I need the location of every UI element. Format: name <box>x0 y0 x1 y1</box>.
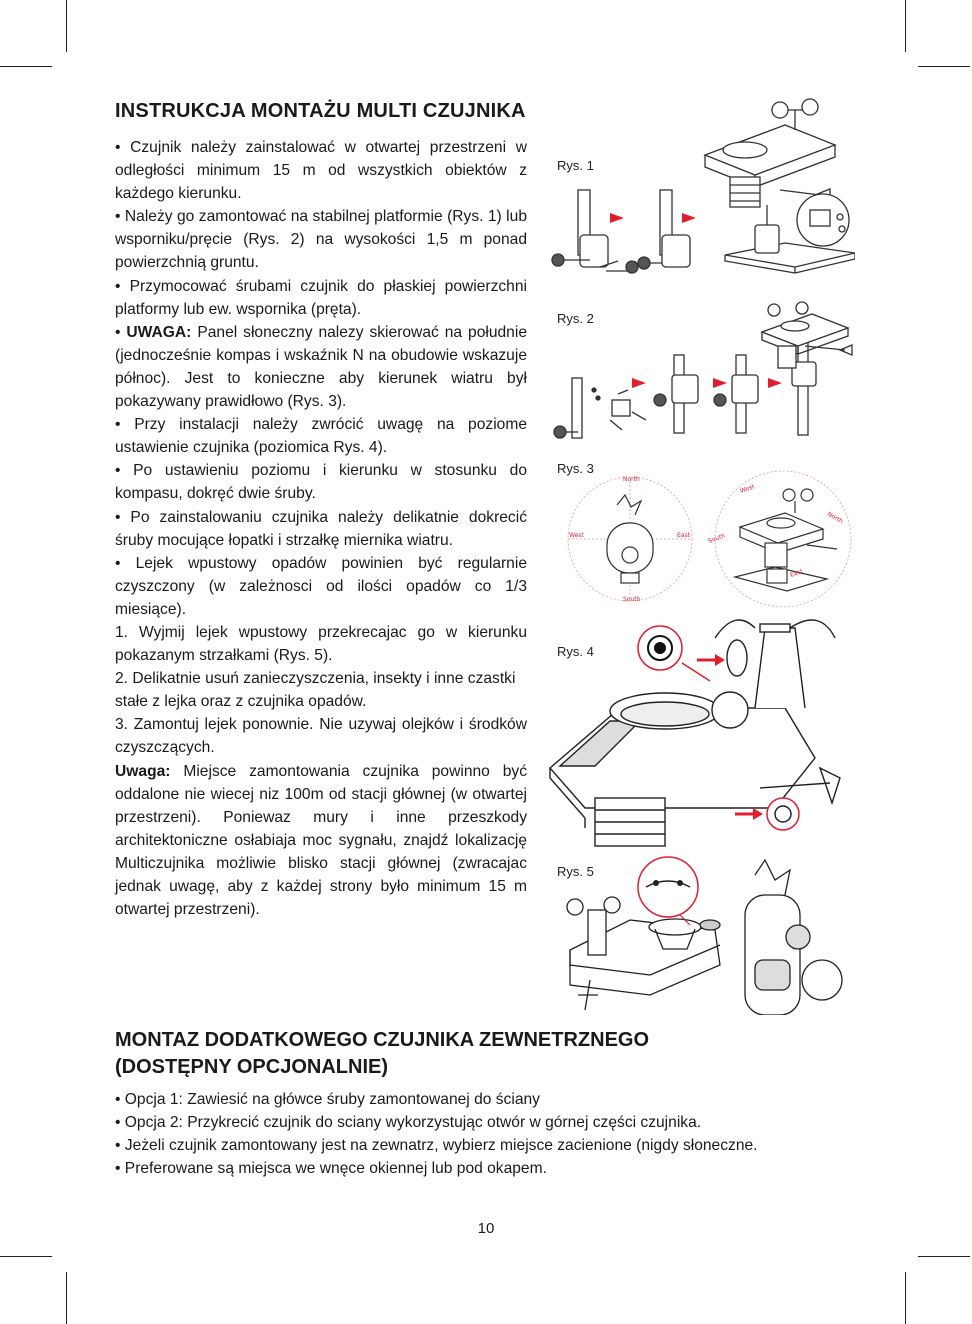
figure-rys2-pole-mount <box>540 300 855 460</box>
additional-sensor-list <box>115 1088 855 1180</box>
figure-label-rys4: Rys. 4 <box>557 644 594 659</box>
list-item: • Preferowane są miejsca we wnęce okiennej lub pod okapem. <box>115 1160 547 1178</box>
paragraph: • Po zainstalowaniu czujnika należy delikatnie dokrecić śruby mocujące łopatki i strzałkę miernika wiatru. <box>115 508 527 549</box>
compass-west-label: West <box>569 532 584 539</box>
compass-north-label: North <box>623 476 640 483</box>
compass2-south-label: South <box>707 532 727 545</box>
section-title: INSTRUKCJA MONTAŻU MULTI CZUJNIKA <box>115 100 526 122</box>
figure-rys1-platform-mount <box>540 95 855 295</box>
figure-label-rys1: Rys. 1 <box>557 158 594 173</box>
step-2: 2. Delikatnie usuń zanieczyszczenia, insekty i inne czastki stałe z lejka oraz z czujnika opadów. <box>115 670 516 711</box>
warning-paragraph: • UWAGA: Panel słoneczny nalezy skierować na południe (jednocześnie kompas i wskaźnik N na obudowie wskazuje północ). Jest to konieczne aby kierunek wiatru był pokazywany prawidłowo (Rys. 3). <box>115 323 527 411</box>
crop-mark <box>918 66 970 67</box>
figure-label-rys3: Rys. 3 <box>557 461 594 476</box>
crop-mark <box>905 0 906 52</box>
figure-label-rys5: Rys. 5 <box>557 864 594 879</box>
figure-label-rys2: Rys. 2 <box>557 311 594 326</box>
warning-text: Panel słoneczny nalezy skierować na południe (jednocześnie kompas i wskaźnik N na obudowie wskazuje północ). Jest to konieczne aby kierunek wiatru był pokazywany prawidłowo (Rys. 3). <box>115 323 527 411</box>
paragraph: • Przy instalacji należy zwrócić uwagę na poziome ustawienie czujnika (poziomica Rys. 4). <box>115 416 527 457</box>
figure-rys3-compass-orientation <box>545 465 855 615</box>
note-label: Uwaga: <box>115 762 171 780</box>
compass2-north-label: North <box>826 510 845 526</box>
list-item: • Opcja 1: Zawiesić na główce śruby zamontowanej do ściany <box>115 1091 540 1108</box>
crop-mark <box>0 66 52 67</box>
instructions-column <box>115 136 527 921</box>
list-item: • Opcja 2: Przykrecić czujnik do sciany wykorzystując otwór w górnej części czujnika. <box>115 1114 702 1132</box>
compass2-west-label: West <box>739 483 756 495</box>
compass-south-label: South <box>623 596 641 603</box>
crop-mark <box>905 1272 906 1324</box>
step-1: 1. Wyjmij lejek wpustowy przekrecajac go w kierunku pokazanym strzałkami (Rys. 5). <box>115 623 527 665</box>
note-paragraph <box>115 760 527 922</box>
crop-mark <box>918 1256 970 1257</box>
compass-east-label: East <box>677 532 690 539</box>
step-3: 3. Zamontuj lejek ponownie. Nie uzywaj olejków i środków czyszczących. <box>115 716 527 757</box>
paragraph: • Lejek wpustowy opadów powinien być regularnie czyszczony (w zależnosci od ilości opadów co 1/3 miesiące). <box>115 554 527 618</box>
figure-rys5-funnel-removal <box>560 855 850 1015</box>
figure-rys4-bubble-level <box>545 618 855 848</box>
paragraph: • Czujnik należy zainstalować w otwartej przestrzeni w odległości minimum 15 m od wszystkich obiektów z każdego kierunku. <box>115 139 527 203</box>
section2-title <box>115 1027 649 1081</box>
paragraph: • Należy go zamontować na stabilnej platformie (Rys. 1) lub wsporniku/pręcie (Rys. 2) na wysokości 1,5 m ponad powierzchnią gruntu. <box>115 208 527 272</box>
note-text: Miejsce zamontowania czujnika powinno być oddalone nie wiecej niz 100m od stacji głównej (w otwartej przestrzeni). Poniewaz mury i inne przeszkody architektoniczne osłabiaja moc sygnału, znajdź lokalizację Multiczujnika możliwie blisko stacji głównej (zwracajac jednak uwagę, aby z każdej strony było minimum 15 m otwartej przestrzeni). <box>115 762 527 919</box>
section2-title-line2: (DOSTĘPNY OPCJONALNIE) <box>115 1056 388 1078</box>
crop-mark <box>66 0 67 52</box>
crop-mark <box>66 1272 67 1324</box>
warning-label: UWAGA: <box>126 323 192 341</box>
crop-mark <box>0 1256 52 1257</box>
page-number: 10 <box>477 1220 495 1237</box>
compass2-east-label: East <box>789 567 804 579</box>
paragraph: • Przymocować śrubami czujnik do płaskiej powierzchni platformy lub ew. wspornika (pręta). <box>115 277 527 318</box>
paragraph: • Po ustawieniu poziomu i kierunku w stosunku do kompasu, dokręć dwie śruby. <box>115 462 527 503</box>
list-item: • Jeżeli czujnik zamontowany jest na zewnatrz, wybierz miejsce zacienione (nigdy słoneczne. <box>115 1137 758 1155</box>
section2-title-line1: MONTAZ DODATKOWEGO CZUJNIKA ZEWNETRZNEGO <box>115 1029 650 1051</box>
